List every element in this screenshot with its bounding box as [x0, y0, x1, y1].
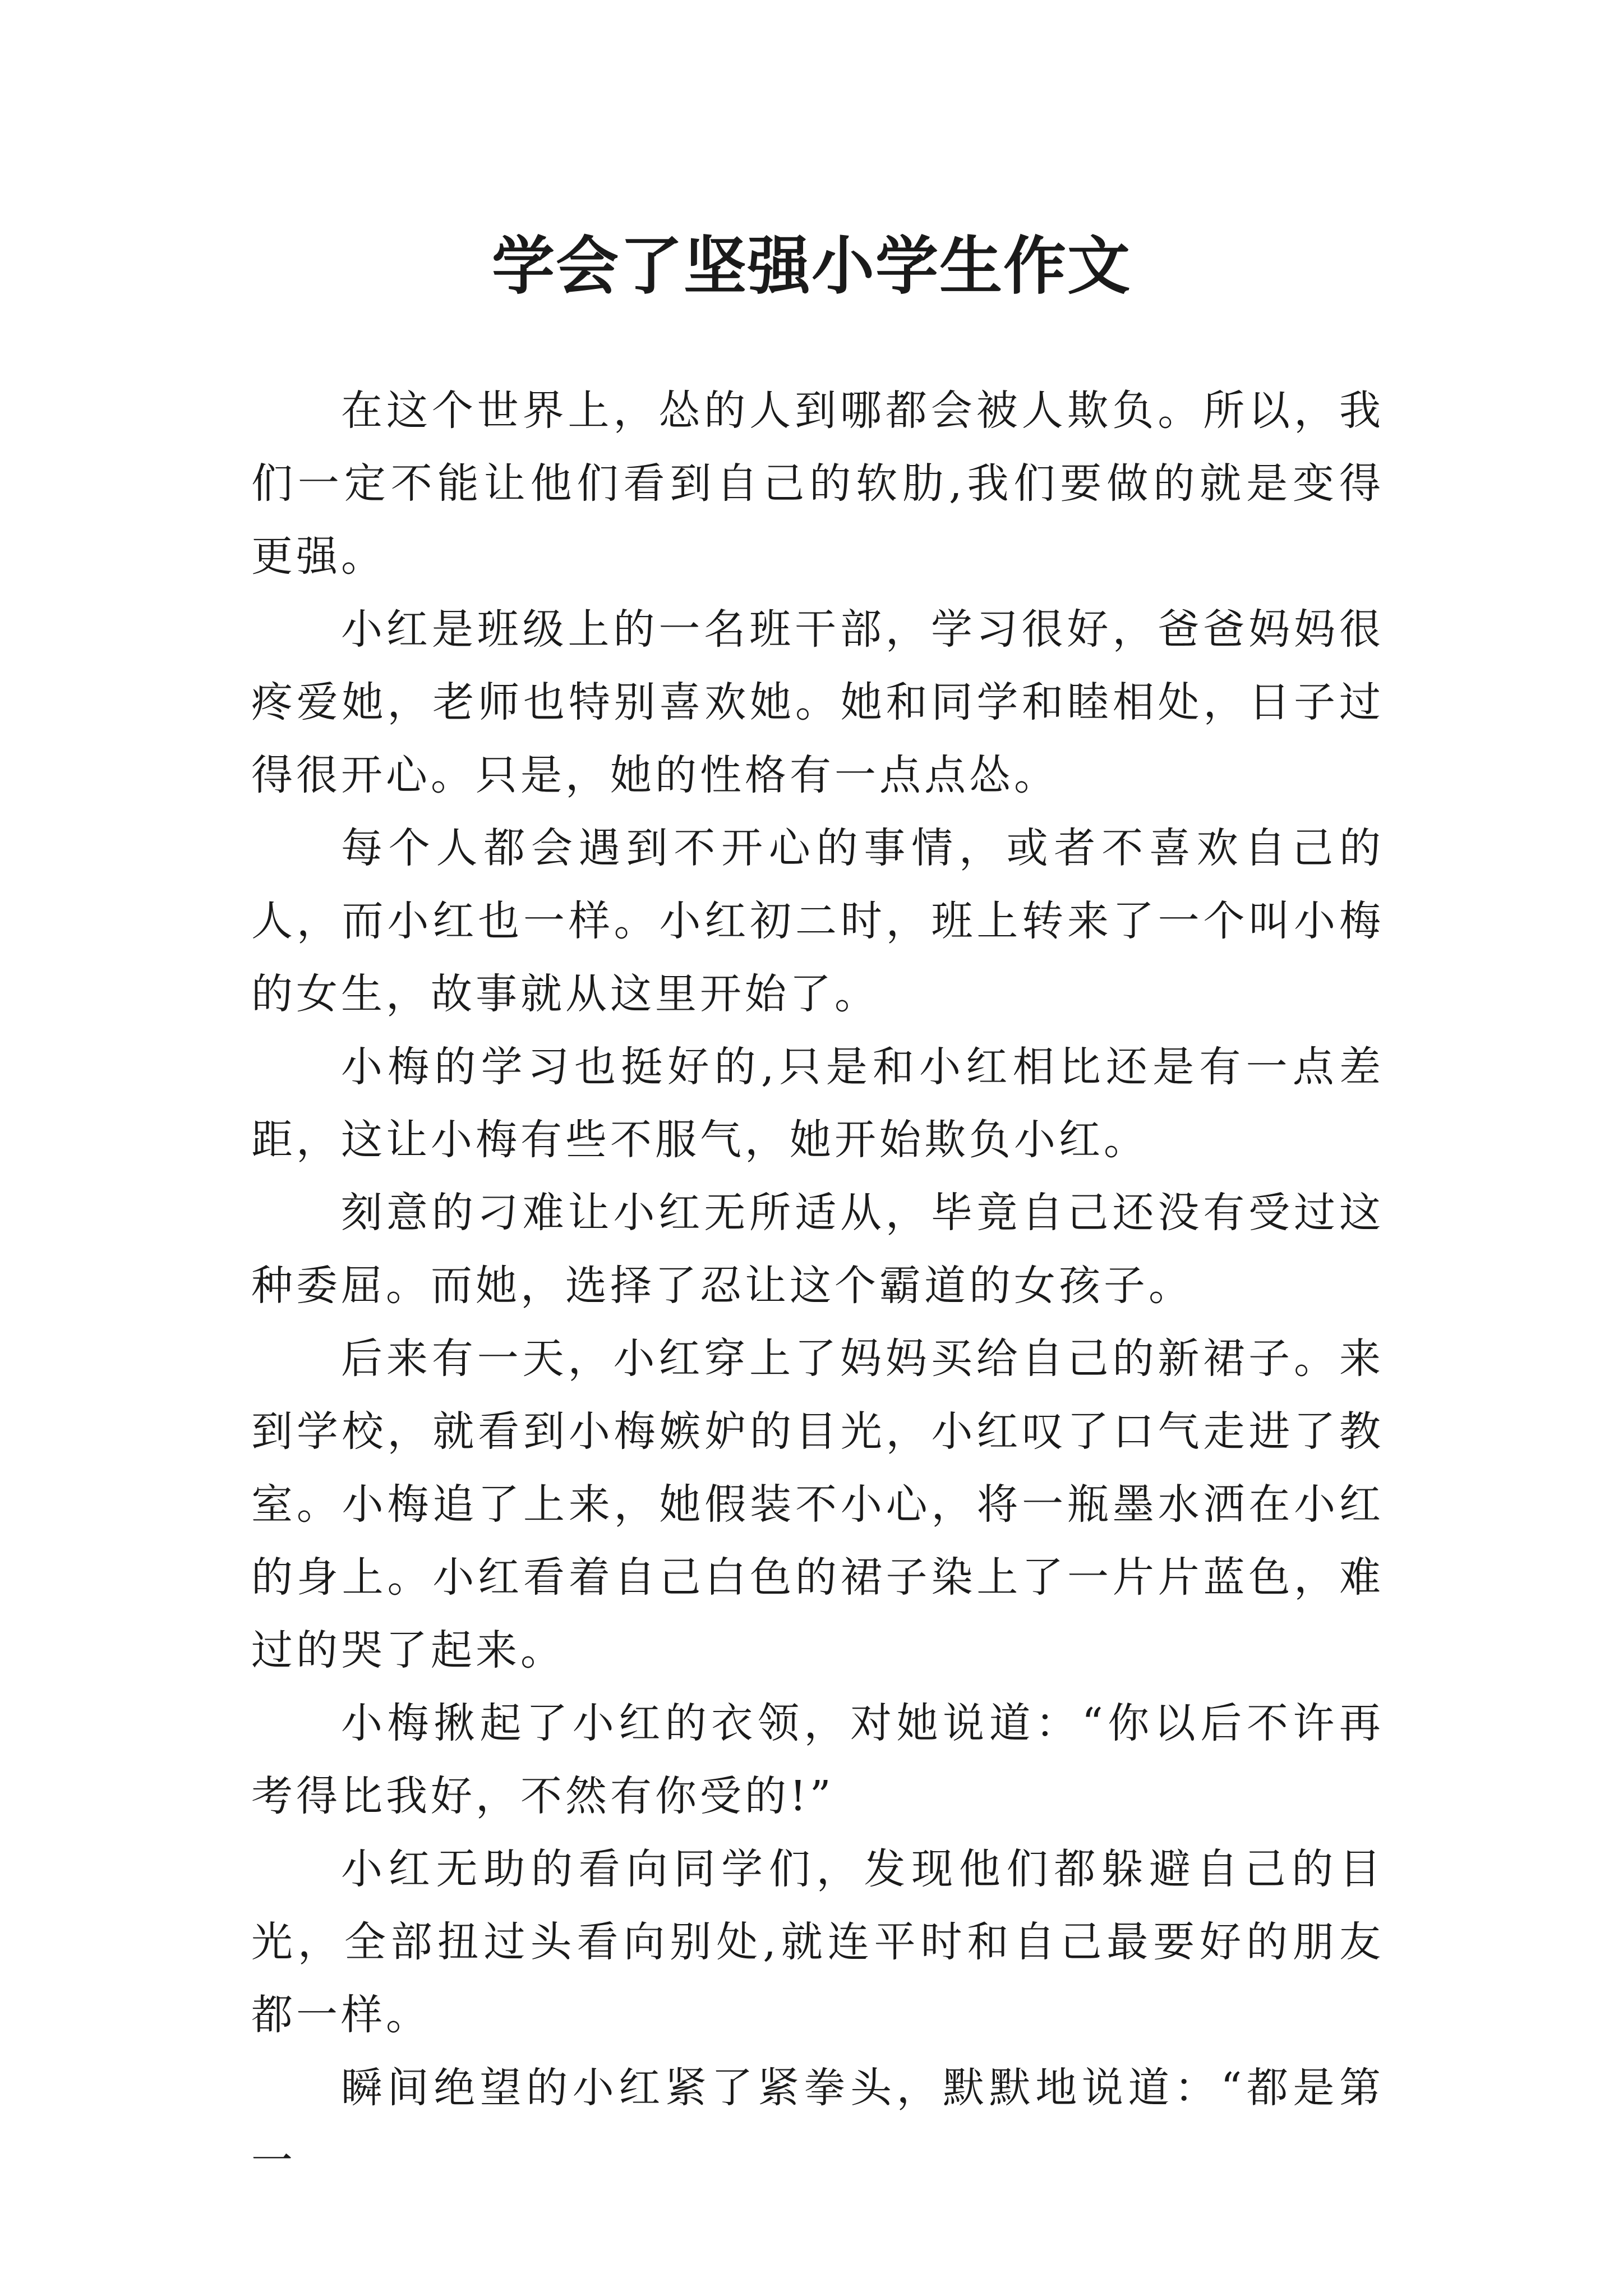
paragraph: 瞬间绝望的小红紧了紧拳头，默默地说道：“都是第一 — [251, 2064, 1384, 2185]
paragraph: 刻意的刁难让小红无所适从，毕竟自己还没有受过这种委屈。而她，选择了忍让这个霸道的女孩子。 — [251, 1189, 1384, 1310]
paragraph: 小红无助的看向同学们，发现他们都躲避自己的目光，全部扭过头看向别处,就连平时和自己最要好的朋友都一样。 — [251, 1845, 1384, 2039]
paragraph: 小梅的学习也挺好的,只是和小红相比还是有一点差距，这让小梅有些不服气，她开始欺负小红。 — [251, 1043, 1384, 1164]
page-title: 学会了坚强小学生作文 — [492, 229, 1131, 303]
paragraph: 后来有一天，小红穿上了妈妈买给自己的新裙子。来到学校，就看到小梅嫉妒的目光，小红叹了口气走进了教室。小梅追了上来，她假装不小心，将一瓶墨水洒在小红的身上。小红看着自己白色的裙子染上了一片片蓝色，难过的哭了起来。 — [251, 1335, 1384, 1674]
paragraph: 小红是班级上的一名班干部，学习很好，爸爸妈妈很疼爱她，老师也特别喜欢她。她和同学和睦相处，日子过得很开心。只是，她的性格有一点点怂。 — [251, 605, 1384, 799]
paragraph: 在这个世界上，怂的人到哪都会被人欺负。所以，我们一定不能让他们看到自己的软肋,我们要做的就是变得更强。 — [251, 386, 1384, 581]
paragraph: 小梅揪起了小红的衣领，对她说道：“你以后不许再考得比我好，不然有你受的!” — [251, 1699, 1384, 1820]
article-body — [251, 374, 1384, 2197]
paragraph: 每个人都会遇到不开心的事情，或者不喜欢自己的人，而小红也一样。小红初二时，班上转来了一个叫小梅的女生，故事就从这里开始了。 — [251, 824, 1384, 1018]
